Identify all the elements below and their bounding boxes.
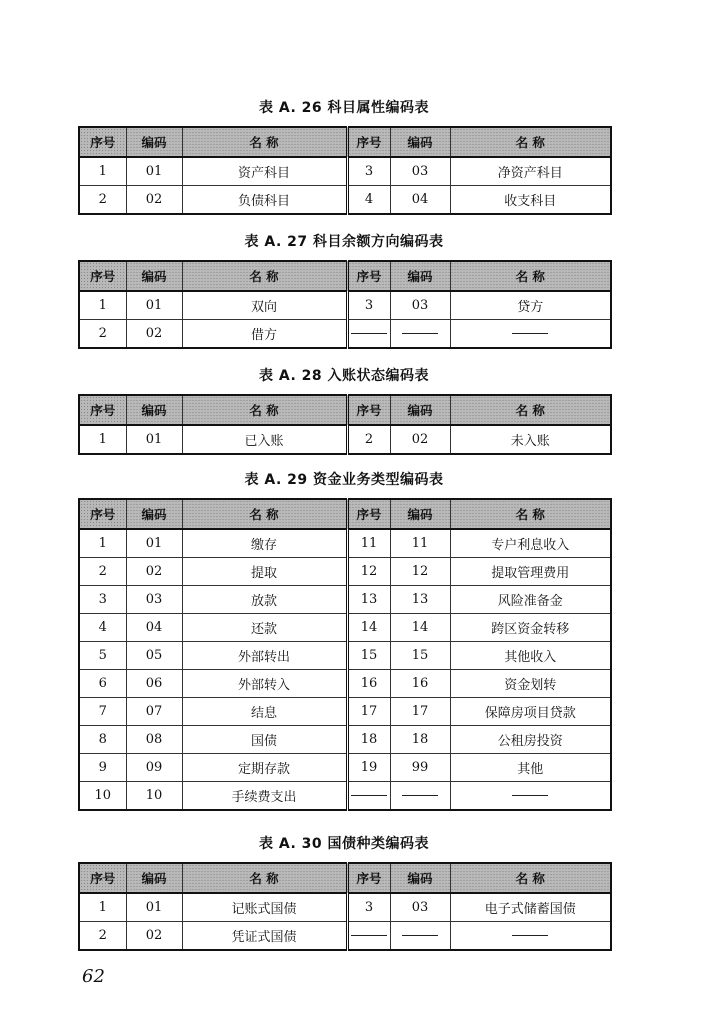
- table-cell: [347, 922, 390, 951]
- table-cell: 负债科目: [182, 186, 347, 215]
- table-cell: 13: [347, 586, 390, 614]
- table-cell: 双向: [182, 291, 347, 320]
- table-cell: 03: [126, 586, 182, 614]
- table-cell: 9: [79, 754, 126, 782]
- table-cell: 已入账: [182, 425, 347, 454]
- table-cell: 10: [126, 782, 182, 811]
- table-cell: 01: [126, 893, 182, 922]
- table-cell: 01: [126, 291, 182, 320]
- table-cell: 14: [347, 614, 390, 642]
- column-header: 编码: [126, 261, 182, 291]
- table-cell: 缴存: [182, 529, 347, 558]
- table-cell: 1: [79, 425, 126, 454]
- table-cell: 05: [126, 642, 182, 670]
- table-cell: [347, 320, 390, 349]
- table-row: [79, 186, 611, 215]
- table-cell: [390, 320, 450, 349]
- table-cell: 提取管理费用: [450, 558, 611, 586]
- table-row: [79, 529, 611, 558]
- table-cell: 未入账: [450, 425, 611, 454]
- header-row: [79, 395, 611, 425]
- table-cell: 15: [390, 642, 450, 670]
- table-cell: 净资产科目: [450, 157, 611, 186]
- empty-dash: [402, 795, 438, 796]
- table-a26: [78, 98, 610, 215]
- column-header: 名 称: [450, 499, 611, 529]
- table-cell: 保障房项目贷款: [450, 698, 611, 726]
- table-cell: 电子式储蓄国债: [450, 893, 611, 922]
- table-cell: 6: [79, 670, 126, 698]
- table-cell: 3: [347, 291, 390, 320]
- column-header: 编码: [390, 395, 450, 425]
- table-cell: [390, 782, 450, 811]
- table-row: [79, 893, 611, 922]
- code-table: [78, 862, 612, 951]
- code-table: [78, 260, 612, 349]
- table-cell: 02: [126, 558, 182, 586]
- table-cell: 专户利息收入: [450, 529, 611, 558]
- column-header: 序号: [79, 127, 126, 157]
- table-cell: 记账式国债: [182, 893, 347, 922]
- table-cell: [390, 922, 450, 951]
- column-header: 序号: [347, 127, 390, 157]
- table-cell: 放款: [182, 586, 347, 614]
- table-cell: 01: [126, 529, 182, 558]
- table-cell: 还款: [182, 614, 347, 642]
- empty-dash: [402, 333, 438, 334]
- table-cell: 凭证式国债: [182, 922, 347, 951]
- table-cell: 1: [79, 157, 126, 186]
- table-cell: 其他收入: [450, 642, 611, 670]
- table-cell: 12: [390, 558, 450, 586]
- empty-dash: [351, 795, 387, 796]
- table-row: [79, 614, 611, 642]
- table-cell: 04: [390, 186, 450, 215]
- table-cell: 资产科目: [182, 157, 347, 186]
- table-row: [79, 320, 611, 349]
- table-cell: 12: [347, 558, 390, 586]
- table-cell: 06: [126, 670, 182, 698]
- table-cell: 15: [347, 642, 390, 670]
- table-cell: 资金划转: [450, 670, 611, 698]
- table-cell: 4: [79, 614, 126, 642]
- column-header: 序号: [347, 395, 390, 425]
- table-cell: 19: [347, 754, 390, 782]
- table-cell: 5: [79, 642, 126, 670]
- table-row: [79, 670, 611, 698]
- table-cell: 03: [390, 893, 450, 922]
- column-header: 编码: [126, 863, 182, 893]
- table-cell: 16: [347, 670, 390, 698]
- table-cell: 16: [390, 670, 450, 698]
- table-cell: 提取: [182, 558, 347, 586]
- column-header: 序号: [347, 499, 390, 529]
- table-cell: 3: [347, 893, 390, 922]
- table-cell: 其他: [450, 754, 611, 782]
- table-cell: 2: [79, 558, 126, 586]
- table-cell: 14: [390, 614, 450, 642]
- table-cell: 手续费支出: [182, 782, 347, 811]
- table-cell: [450, 320, 611, 349]
- table-cell: 收支科目: [450, 186, 611, 215]
- table-cell: 外部转入: [182, 670, 347, 698]
- table-cell: 03: [390, 157, 450, 186]
- table-a27: [78, 232, 610, 349]
- table-cell: 02: [126, 922, 182, 951]
- code-table: [78, 126, 612, 215]
- table-a28: [78, 366, 610, 455]
- table-cell: 13: [390, 586, 450, 614]
- table-caption: 表 A. 28 入账状态编码表: [258, 368, 430, 384]
- table-cell: 8: [79, 726, 126, 754]
- table-cell: 国债: [182, 726, 347, 754]
- table-cell: [450, 782, 611, 811]
- header-row: [79, 127, 611, 157]
- table-cell: 贷方: [450, 291, 611, 320]
- table-row: [79, 642, 611, 670]
- table-cell: 10: [79, 782, 126, 811]
- table-cell: 结息: [182, 698, 347, 726]
- table-cell: 11: [347, 529, 390, 558]
- column-header: 序号: [79, 261, 126, 291]
- table-cell: 03: [390, 291, 450, 320]
- table-cell: 17: [390, 698, 450, 726]
- table-cell: 3: [347, 157, 390, 186]
- table-cell: 18: [347, 726, 390, 754]
- column-header: 名 称: [450, 127, 611, 157]
- table-cell: 1: [79, 529, 126, 558]
- table-cell: 04: [126, 614, 182, 642]
- table-cell: 7: [79, 698, 126, 726]
- column-header: 编码: [390, 261, 450, 291]
- empty-dash: [351, 935, 387, 936]
- table-cell: 4: [347, 186, 390, 215]
- table-cell: 11: [390, 529, 450, 558]
- column-header: 编码: [390, 863, 450, 893]
- column-header: 序号: [347, 261, 390, 291]
- column-header: 名 称: [182, 261, 347, 291]
- table-cell: 01: [126, 157, 182, 186]
- table-cell: 17: [347, 698, 390, 726]
- empty-dash: [512, 795, 548, 796]
- empty-dash: [512, 333, 548, 334]
- table-cell: 2: [79, 922, 126, 951]
- table-cell: 02: [126, 320, 182, 349]
- table-caption: 表 A. 27 科目余额方向编码表: [244, 234, 444, 250]
- column-header: 名 称: [450, 261, 611, 291]
- column-header: 名 称: [450, 395, 611, 425]
- table-cell: 2: [79, 320, 126, 349]
- table-row: [79, 922, 611, 951]
- column-header: 编码: [390, 499, 450, 529]
- column-header: 名 称: [450, 863, 611, 893]
- table-row: [79, 754, 611, 782]
- table-a30: [78, 834, 610, 951]
- code-table: [78, 394, 612, 455]
- table-cell: 借方: [182, 320, 347, 349]
- table-cell: 01: [126, 425, 182, 454]
- table-cell: 08: [126, 726, 182, 754]
- table-cell: 公租房投资: [450, 726, 611, 754]
- table-caption: 表 A. 29 资金业务类型编码表: [244, 472, 444, 488]
- table-row: [79, 425, 611, 454]
- empty-dash: [351, 333, 387, 334]
- table-cell: 跨区资金转移: [450, 614, 611, 642]
- table-cell: 2: [79, 186, 126, 215]
- table-cell: 3: [79, 586, 126, 614]
- empty-dash: [402, 935, 438, 936]
- empty-dash: [512, 935, 548, 936]
- table-cell: 99: [390, 754, 450, 782]
- table-row: [79, 558, 611, 586]
- column-header: 序号: [347, 863, 390, 893]
- table-cell: [450, 922, 611, 951]
- table-row: [79, 291, 611, 320]
- table-cell: 18: [390, 726, 450, 754]
- table-cell: 定期存款: [182, 754, 347, 782]
- column-header: 名 称: [182, 863, 347, 893]
- page-number: 62: [82, 966, 105, 987]
- table-a29: [78, 470, 610, 811]
- table-cell: 2: [347, 425, 390, 454]
- header-row: [79, 499, 611, 529]
- column-header: 名 称: [182, 127, 347, 157]
- column-header: 编码: [126, 395, 182, 425]
- column-header: 名 称: [182, 499, 347, 529]
- column-header: 编码: [390, 127, 450, 157]
- table-row: [79, 782, 611, 811]
- table-cell: 1: [79, 291, 126, 320]
- column-header: 序号: [79, 499, 126, 529]
- header-row: [79, 261, 611, 291]
- table-row: [79, 726, 611, 754]
- table-row: [79, 586, 611, 614]
- table-cell: 外部转出: [182, 642, 347, 670]
- column-header: 名 称: [182, 395, 347, 425]
- code-table: [78, 498, 612, 811]
- table-row: [79, 157, 611, 186]
- column-header: 编码: [126, 499, 182, 529]
- table-cell: 风险准备金: [450, 586, 611, 614]
- table-caption: 表 A. 26 科目属性编码表: [258, 100, 430, 116]
- header-row: [79, 863, 611, 893]
- table-cell: 1: [79, 893, 126, 922]
- table-cell: 09: [126, 754, 182, 782]
- table-caption: 表 A. 30 国债种类编码表: [258, 836, 430, 852]
- table-cell: 07: [126, 698, 182, 726]
- table-cell: [347, 782, 390, 811]
- table-cell: 02: [390, 425, 450, 454]
- column-header: 序号: [79, 863, 126, 893]
- table-row: [79, 698, 611, 726]
- column-header: 编码: [126, 127, 182, 157]
- table-cell: 02: [126, 186, 182, 215]
- column-header: 序号: [79, 395, 126, 425]
